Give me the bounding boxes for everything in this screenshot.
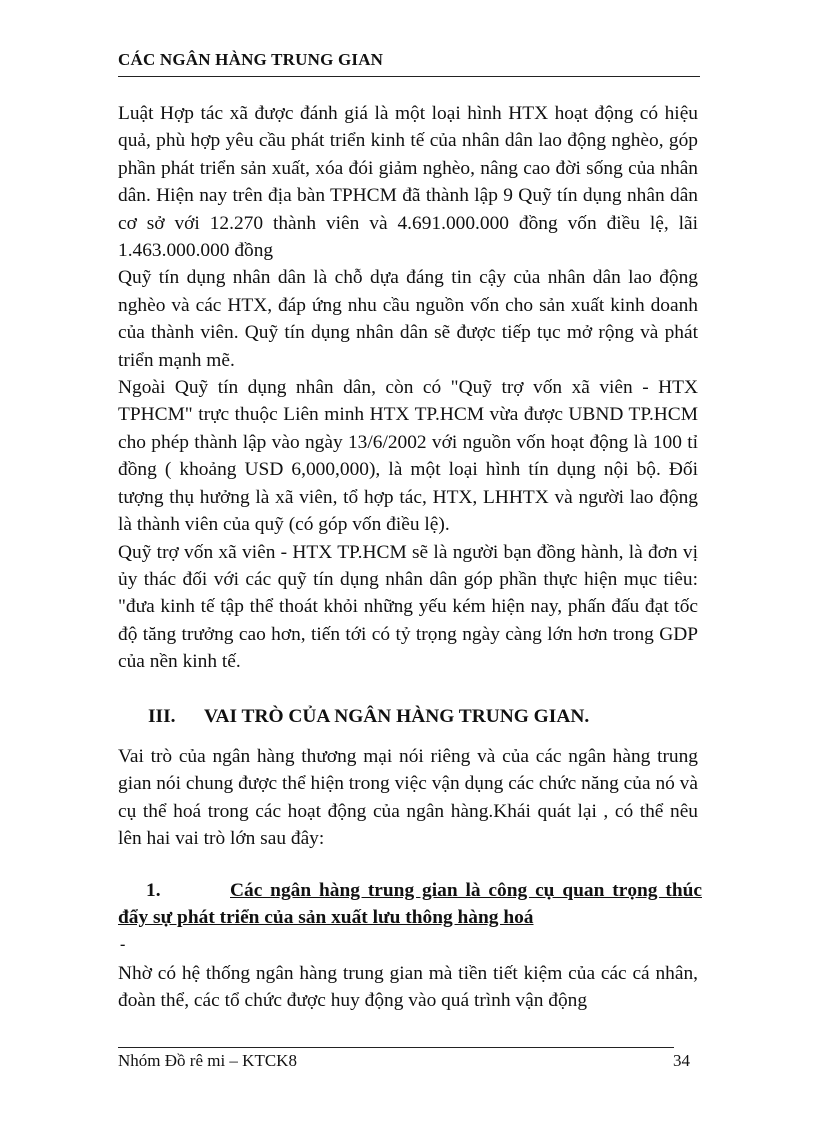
section-title: VAI TRÒ CỦA NGÂN HÀNG TRUNG GIAN. [204, 706, 590, 727]
body-text [118, 100, 698, 676]
subsection-number: 1. [146, 880, 161, 901]
paragraph: Quỹ trợ vốn xã viên - HTX TP.HCM sẽ là người bạn đồng hành, là đơn vị ủy thác đối với các quỹ tín dụng nhân dân góp phần thực hiện mục tiêu: "đưa kinh tế tập thể thoát khỏi những yếu kém hiện nay, phấn đấu đạt tốc độ tăng trưởng cao hơn, tiến tới có tỷ trọng ngày càng lớn hơn trong GDP của nền kinh tế. [118, 541, 698, 673]
dash-marker: - [120, 936, 126, 953]
paragraph: Quỹ tín dụng nhân dân là chỗ dựa đáng tin cậy của nhân dân lao động nghèo và các HTX, đáp ứng nhu cầu nguồn vốn cho sản xuất kinh doanh của thành viên. Quỹ tín dụng nhân dân sẽ được tiếp tục mở rộng và phát triển mạnh mẽ. [118, 267, 698, 371]
header-divider [118, 76, 700, 77]
subsection-paragraph: Nhờ có hệ thống ngân hàng trung gian mà tiền tiết kiệm của các cá nhân, đoàn thể, các tổ chức được huy động vào quá trình vận động [118, 963, 698, 1012]
page-number: 34 [673, 1051, 690, 1070]
footer-group-name: Nhóm Đồ rê mi – KTCK8 [118, 1051, 297, 1070]
footer-divider [118, 1047, 674, 1048]
paragraph: Ngoài Quỹ tín dụng nhân dân, còn có "Quỹ trợ vốn xã viên - HTX TPHCM" trực thuộc Liên minh HTX TP.HCM vừa được UBND TP.HCM cho phép thành lập vào ngày 13/6/2002 với nguồn vốn hoạt động là 100 tỉ đồng ( khoảng USD 6,000,000), là một loại hình tín dụng nội bộ. Đối tượng thụ hưởng là xã viên, tổ hợp tác, HTX, LHHTX và người lao động là thành viên của quỹ (có góp vốn điều lệ). [118, 377, 698, 536]
section-paragraph: Vai trò của ngân hàng thương mại nói riêng và của các ngân hàng trung gian nói chung được thể hiện trong việc vận dụng các chức năng của nó và cụ thể hoá trong các hoạt động của ngân hàng.Khái quát lại , có thể nêu lên hai vai trò lớn sau đây: [118, 746, 698, 850]
section-heading [148, 706, 708, 728]
section-number: III. [148, 706, 176, 727]
subsection-heading [118, 877, 702, 932]
running-header: CÁC NGÂN HÀNG TRUNG GIAN [118, 50, 384, 69]
paragraph: Luật Hợp tác xã được đánh giá là một loại hình HTX hoạt động có hiệu quả, phù hợp yêu cầu phát triển kinh tế của nhân dân lao động nghèo, góp phần phát triển sản xuất, xóa đói giảm nghèo, nâng cao đời sống của nhân dân. Hiện nay trên địa bàn TPHCM đã thành lập 9 Quỹ tín dụng nhân dân cơ sở với 12.270 thành viên và 4.691.000.000 đồng vốn điều lệ, lãi 1.463.000.000 đồng [118, 103, 698, 262]
subsection-title: Các ngân hàng trung gian là công cụ quan trọng thúc đẩy sự phát triển của sản xuất lưu thông hàng hoá [118, 880, 702, 929]
